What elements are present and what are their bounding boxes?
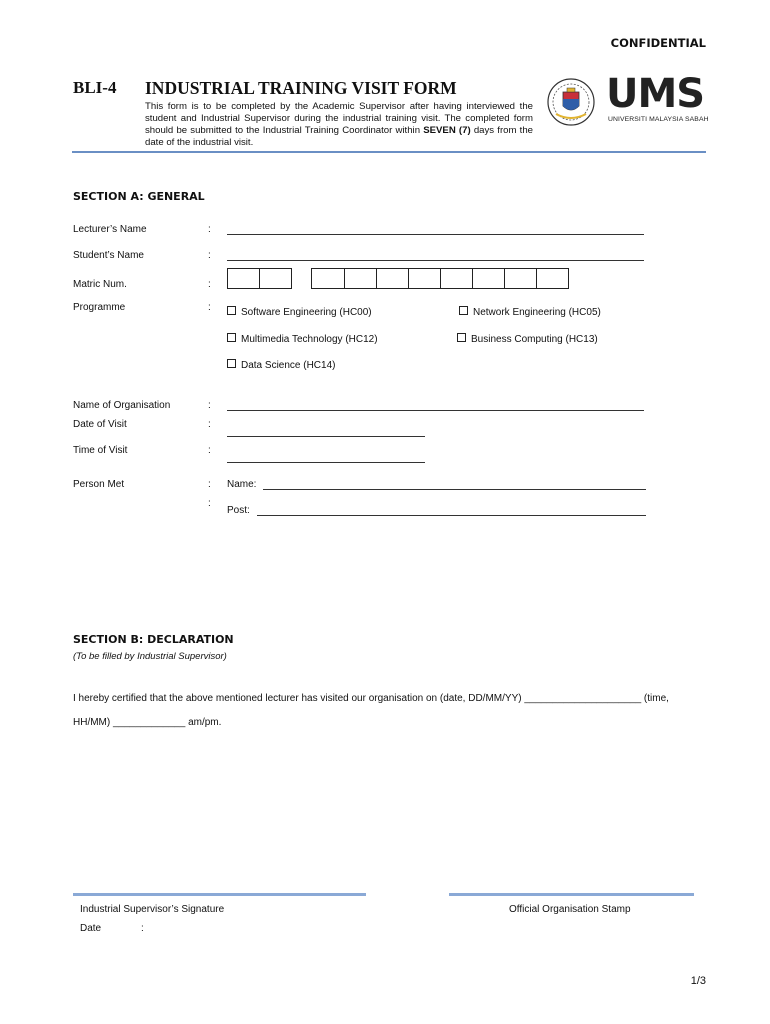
person-post-field[interactable] — [257, 515, 646, 516]
section-b-heading: SECTION B: DECLARATION — [73, 633, 234, 646]
checkbox-icon[interactable] — [227, 306, 236, 315]
signature-label: Industrial Supervisor’s Signature — [80, 904, 225, 915]
organisation-field[interactable] — [227, 410, 644, 411]
date-of-visit-field[interactable] — [227, 436, 425, 437]
colon: : — [208, 419, 211, 430]
organisation-label: Name of Organisation — [73, 400, 171, 411]
intro-text: This form is to be completed by the Academic Supervisor after having interviewed the student and Industrial Supervisor during the industrial training visit. The completed form should be submitted to the Industrial Training Coordinator within — [145, 101, 533, 136]
form-code: BLI-4 — [73, 78, 117, 97]
stamp-label: Official Organisation Stamp — [509, 904, 631, 915]
checkbox-icon[interactable] — [227, 333, 236, 342]
programme-label: Programme — [73, 302, 126, 313]
form-title: INDUSTRIAL TRAINING VISIT FORM — [145, 78, 457, 98]
stamp-line[interactable] — [449, 893, 694, 896]
matric-prefix-box[interactable] — [227, 268, 292, 289]
colon: : — [208, 302, 211, 313]
signature-line[interactable] — [73, 893, 366, 896]
confidential-label: CONFIDENTIAL — [610, 36, 706, 50]
person-name-label: Name: — [227, 479, 257, 490]
person-met-label: Person Met — [73, 479, 125, 490]
programme-option-hc13[interactable]: Business Computing (HC13) — [457, 333, 598, 345]
lecturer-name-label: Lecturer’s Name — [73, 224, 147, 235]
ums-crest-logo — [546, 76, 596, 128]
checkbox-icon[interactable] — [227, 359, 236, 368]
programme-option-hc05[interactable]: Network Engineering (HC05) — [459, 306, 601, 318]
brand-subtitle: UNIVERSITI MALAYSIA SABAH — [608, 116, 709, 123]
intro-tail: days from the date of the industrial visit. — [145, 125, 533, 148]
colon: : — [208, 224, 211, 235]
person-post-label: Post: — [227, 505, 250, 516]
programme-option-hc12[interactable]: Multimedia Technology (HC12) — [227, 333, 378, 345]
intro-bold: SEVEN (7) — [423, 125, 471, 136]
time-of-visit-label: Time of Visit — [73, 445, 128, 456]
checkbox-icon[interactable] — [457, 333, 466, 342]
date-of-visit-label: Date of Visit — [73, 419, 127, 430]
signature-date-colon: : — [141, 923, 144, 934]
colon: : — [208, 250, 211, 261]
colon: : — [208, 479, 211, 490]
lecturer-name-field[interactable] — [227, 234, 644, 235]
section-a-heading: SECTION A: GENERAL — [73, 190, 205, 203]
student-name-field[interactable] — [227, 260, 644, 261]
declaration-line-2: HH/MM) _____________ am/pm. — [73, 717, 222, 728]
colon: : — [208, 498, 211, 509]
header-rule — [72, 151, 706, 153]
matric-digits-box[interactable] — [311, 268, 569, 289]
programme-option-hc00[interactable]: Software Engineering (HC00) — [227, 306, 372, 318]
checkbox-icon[interactable] — [459, 306, 468, 315]
colon: : — [208, 279, 211, 290]
form-intro — [145, 101, 533, 149]
colon: : — [208, 400, 211, 411]
programme-option-hc14[interactable]: Data Science (HC14) — [227, 359, 335, 371]
page-number: 1/3 — [690, 975, 706, 987]
person-name-field[interactable] — [263, 489, 646, 490]
signature-date-label: Date — [80, 923, 102, 934]
section-b-note: (To be filled by Industrial Supervisor) — [73, 651, 227, 662]
matric-num-label: Matric Num. — [73, 279, 127, 290]
time-of-visit-field[interactable] — [227, 462, 425, 463]
declaration-line-1: I hereby certified that the above mentioned lecturer has visited our organisation on (date, DD/MM/YY) _____________________ (time, — [73, 693, 669, 704]
colon: : — [208, 445, 211, 456]
student-name-label: Student’s Name — [73, 250, 144, 261]
brand-wordmark: UMS — [606, 71, 705, 117]
